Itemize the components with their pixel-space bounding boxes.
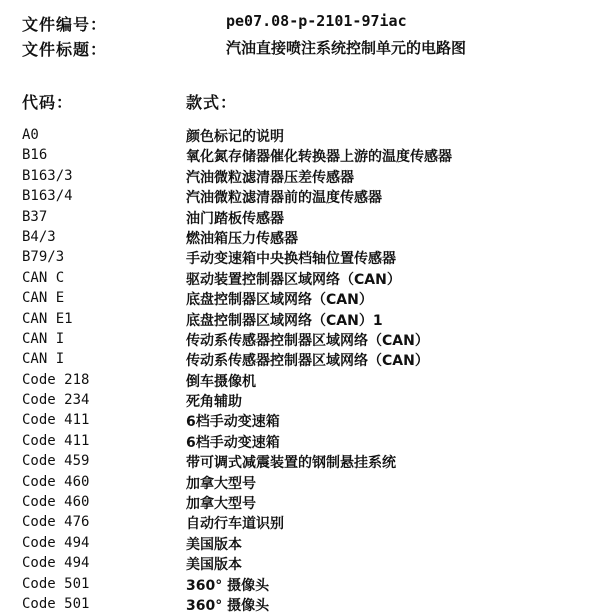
row-description: 手动变速箱中央换档轴位置传感器 [186,251,396,268]
table-row [22,289,602,309]
row-description: 燃油箱压力传感器 [186,230,298,247]
row-description: 美国版本 [186,536,242,553]
row-code: B16 [22,147,48,164]
row-code: B163/3 [22,167,73,184]
table-row [22,595,602,615]
table-row [22,534,602,554]
table-row [22,330,602,350]
table-row [22,208,602,228]
row-code: Code 411 [22,412,90,429]
row-description: 加拿大型号 [186,475,256,492]
table-row [22,146,602,166]
document-number-label: 文件编号： [22,15,108,34]
row-code: CAN I [22,351,65,368]
row-code: CAN C [22,269,65,286]
table-row [22,554,602,574]
table-row [22,350,602,370]
code-column-header: 代码： [22,93,74,112]
row-code: Code 494 [22,534,90,551]
table-row [22,513,602,533]
table-row [22,269,602,289]
row-code: CAN I [22,330,65,347]
row-description: 加拿大型号 [186,496,256,513]
table-row [22,126,602,146]
table-row [22,493,602,513]
row-description: 油门踏板传感器 [186,210,284,227]
row-description: 底盘控制器区域网络（CAN） [186,292,373,309]
row-description: 360° 摄像头 [186,577,270,594]
row-description: 美国版本 [186,557,242,574]
table-row [22,432,602,452]
row-description: 传动系传感器控制器区域网络（CAN） [186,353,429,370]
table-row [22,228,602,248]
document-title-label: 文件标题： [22,40,108,59]
table-row [22,248,602,268]
table-row [22,391,602,411]
row-description: 6档手动变速箱 [186,414,280,431]
row-description: 倒车摄像机 [186,373,256,390]
table-row [22,411,602,431]
row-description: 6档手动变速箱 [186,434,280,451]
row-code: CAN E [22,290,65,307]
row-code: CAN E1 [22,310,73,327]
row-description: 颜色标记的说明 [186,129,284,145]
row-description: 底盘控制器区域网络（CAN）1 [186,312,383,329]
row-code: Code 501 [22,595,90,612]
row-code: Code 218 [22,371,90,388]
row-description: 360° 摄像头 [186,597,270,614]
row-code: B37 [22,208,48,225]
document-number-row [22,12,602,34]
row-description: 自动行车道识别 [186,516,284,533]
row-code: Code 476 [22,514,90,531]
row-code: A0 [22,127,39,143]
document-number-value: pe07.08-p-2101-97iac [226,12,407,30]
description-column-header: 款式： [186,93,238,112]
row-code: Code 494 [22,555,90,572]
row-description: 带可调式减震装置的钢制悬挂系统 [186,455,396,472]
row-description: 驱动装置控制器区域网络（CAN） [186,271,401,288]
row-code: Code 501 [22,575,90,592]
document-title-value: 汽油直接喷注系统控制单元的电路图 [226,39,467,57]
table-row [22,473,602,493]
row-code: Code 234 [22,392,90,409]
table-row [22,575,602,595]
row-description: 氧化氮存储器催化转换器上游的温度传感器 [186,149,452,166]
row-code: B79/3 [22,249,65,266]
table-row [22,452,602,472]
row-code: Code 411 [22,432,90,449]
table-header [22,90,602,112]
row-code: Code 460 [22,473,90,490]
row-code: Code 459 [22,453,90,470]
table-row [22,167,602,187]
row-description: 汽油微粒滤清器压差传感器 [186,169,354,186]
table-row [22,310,602,330]
row-description: 传动系传感器控制器区域网络（CAN） [186,332,429,349]
table-row [22,187,602,207]
row-code: Code 460 [22,494,90,511]
row-code: B163/4 [22,188,73,205]
code-table [22,126,602,615]
row-description: 汽油微粒滤清器前的温度传感器 [186,190,382,207]
document-title-row [22,37,602,59]
row-code: B4/3 [22,228,56,245]
table-row [22,371,602,391]
row-description: 死角辅助 [186,394,242,411]
